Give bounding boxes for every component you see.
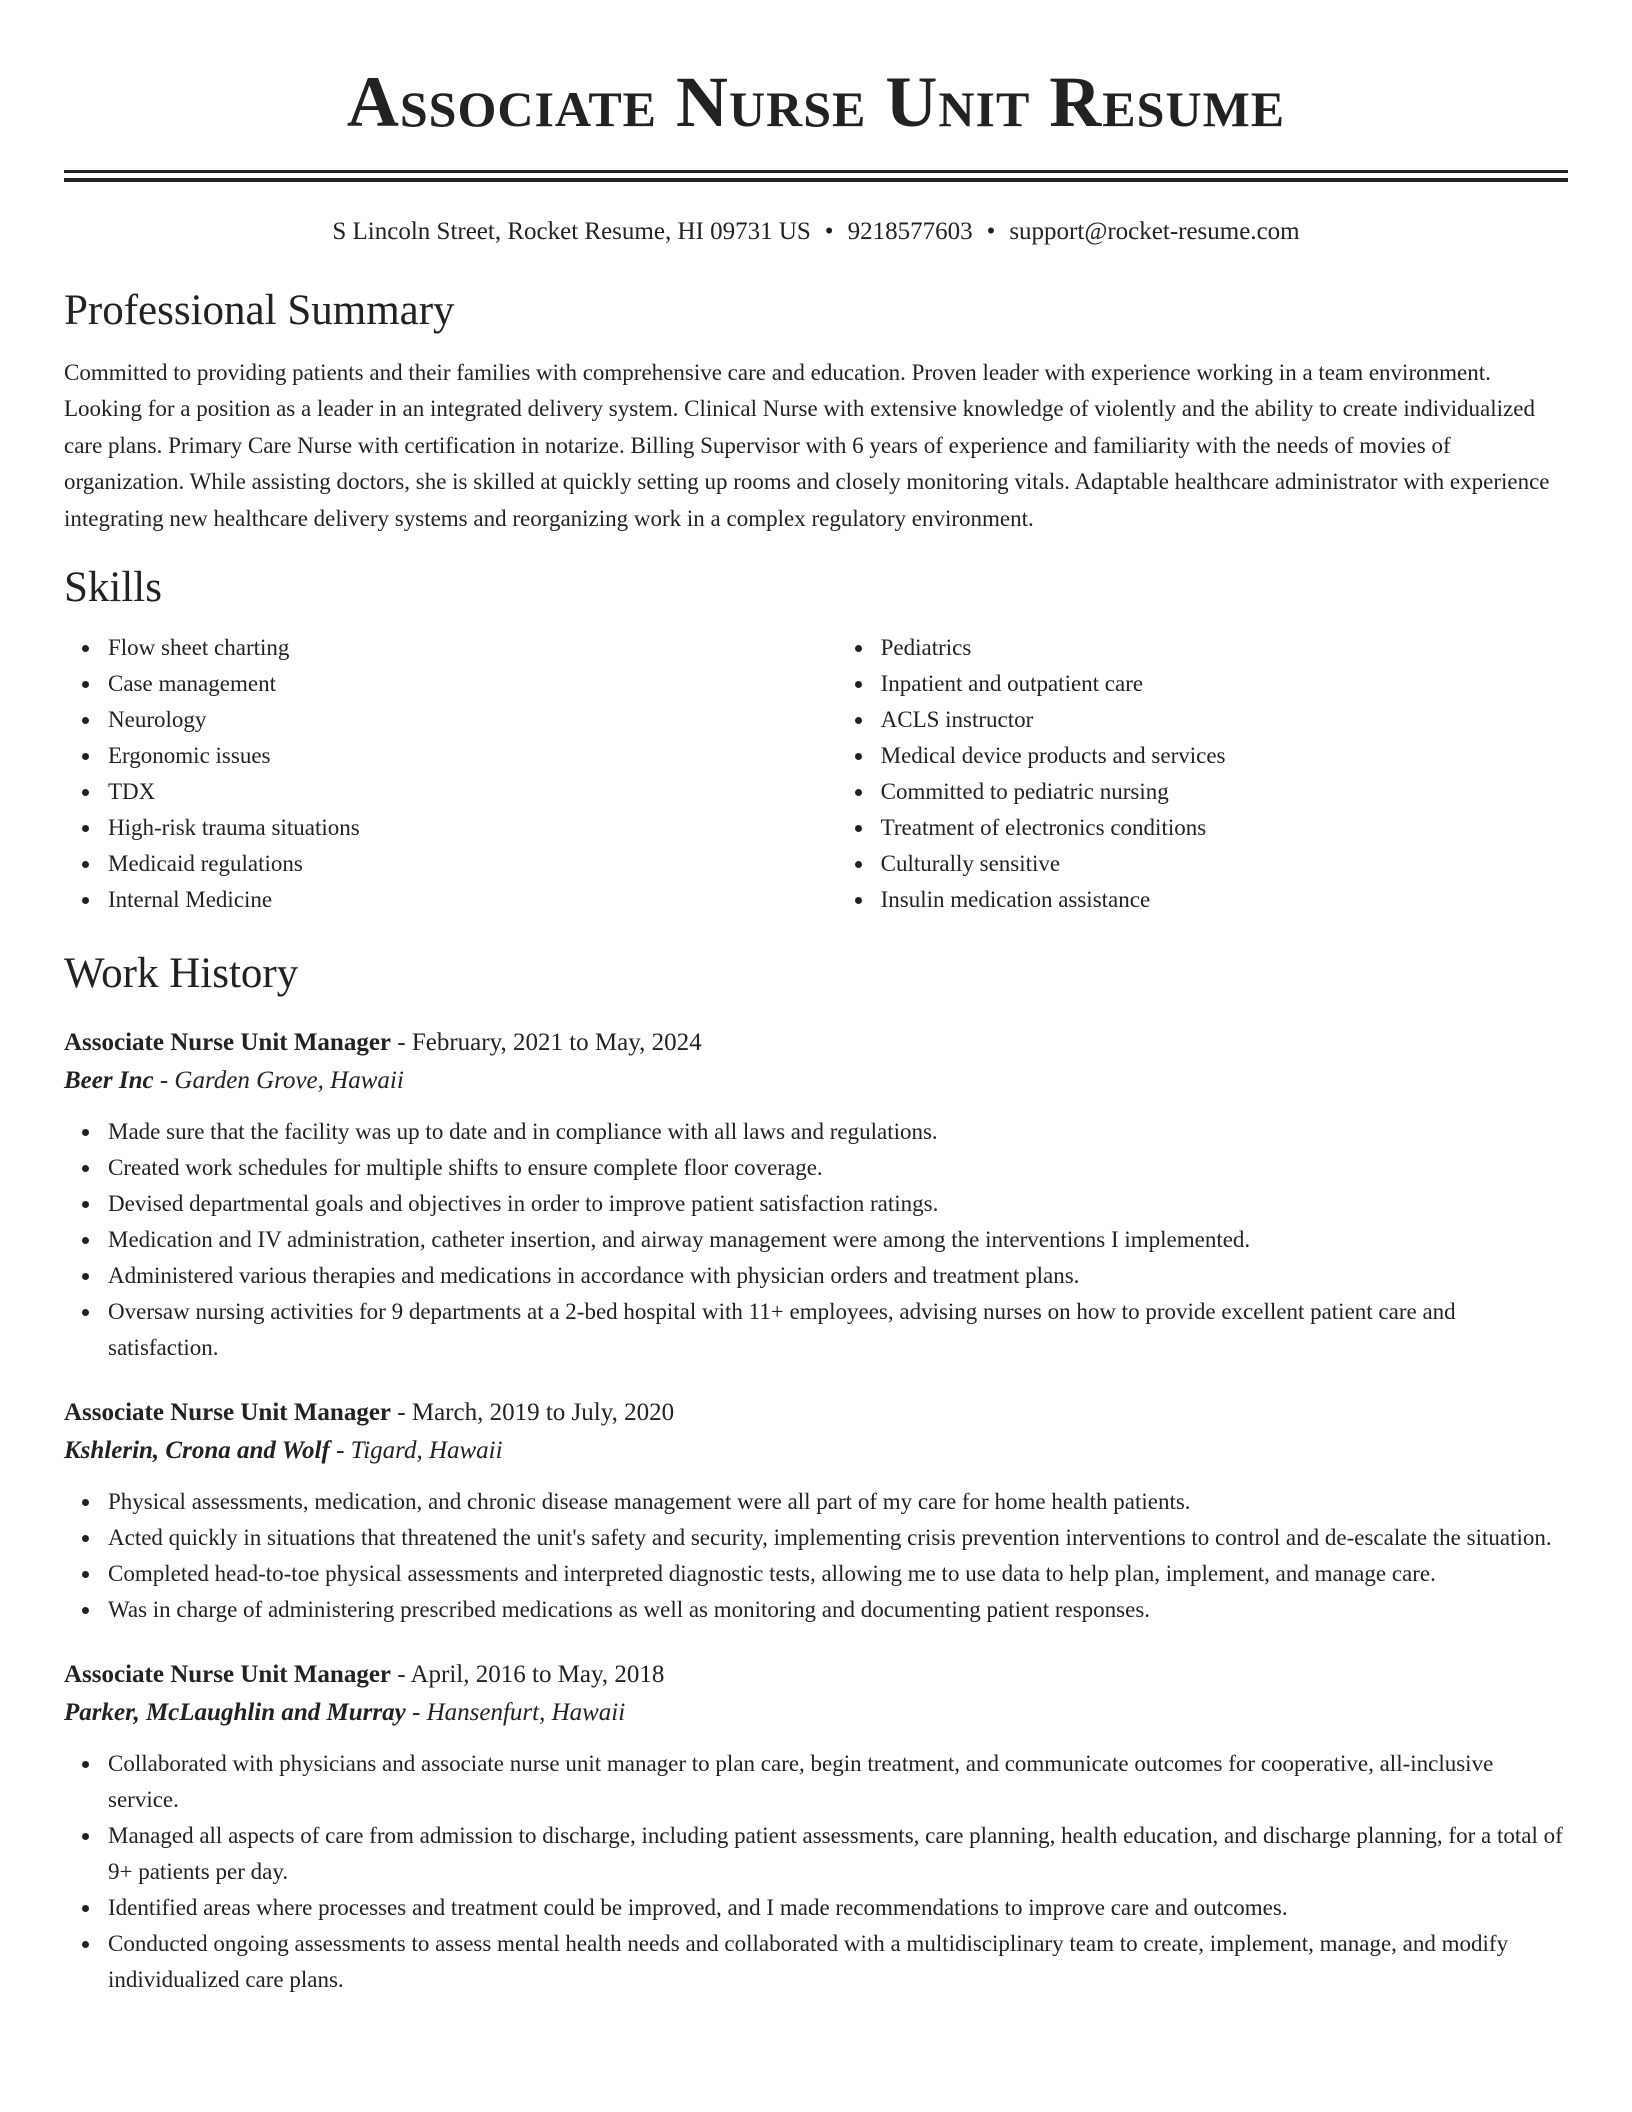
skill-item: TDX xyxy=(108,774,837,810)
job-bullet: Oversaw nursing activities for 9 departments at a 2-bed hospital with 11+ employees, advising nurses on how to provide excellent patient care and satisfaction. xyxy=(108,1294,1568,1366)
company-line xyxy=(64,1062,1568,1100)
company-line xyxy=(64,1694,1568,1732)
resume-title: Associate Nurse Unit Resume xyxy=(346,62,1286,142)
job-bullet: Made sure that the facility was up to date and in compliance with all laws and regulations. xyxy=(108,1114,1568,1150)
job-title-line xyxy=(64,1656,1568,1694)
job-bullet: Physical assessments, medication, and chronic disease management were all part of my care for home health patients. xyxy=(108,1484,1568,1520)
job-title-line xyxy=(64,1024,1568,1062)
skill-item: Case management xyxy=(108,666,837,702)
job-bullet: Collaborated with physicians and associate nurse unit manager to plan care, begin treatment, and communicate outcomes for cooperative, all-inclusive service. xyxy=(108,1746,1568,1818)
summary-heading: Professional Summary xyxy=(64,287,455,334)
job-dates: - April, 2016 to May, 2018 xyxy=(391,1661,665,1689)
skill-item: Internal Medicine xyxy=(108,882,837,918)
job-bullet: Medication and IV administration, catheter insertion, and airway management were among the interventions I implemented. xyxy=(108,1222,1568,1258)
job-title: Associate Nurse Unit Manager xyxy=(64,1029,392,1057)
skill-item: Neurology xyxy=(108,702,837,738)
job-bullets xyxy=(64,1484,1568,1628)
title-double-rule xyxy=(64,170,1568,182)
company-location: - Tigard, Hawaii xyxy=(329,1437,503,1465)
job-entry xyxy=(64,1656,1568,1998)
contact-separator: • xyxy=(986,218,996,245)
summary-text: Committed to providing patients and their families with comprehensive care and education. Proven leader with experience working in a team environment. Looking for a position as a leader in an integrated delivery system. Clinical Nurse with extensive knowledge of violently and the ability to create individualized care plans. Primary Care Nurse with certification in notarize. Billing Supervisor with 6 years of experience and familiarity with the needs of movies of organization. While assisting doctors, she is skilled at quickly setting up rooms and closely monitoring vitals. Adaptable healthcare administrator with experience integrating new healthcare delivery systems and reorganizing work in a complex regulatory environment. xyxy=(64,360,1550,531)
skill-item: Ergonomic issues xyxy=(108,738,837,774)
company-name: Kshlerin, Crona and Wolf xyxy=(64,1437,330,1465)
contact-line xyxy=(64,216,1568,248)
job-entry xyxy=(64,1024,1568,1366)
job-bullet: Administered various therapies and medications in accordance with physician orders and treatment plans. xyxy=(108,1258,1568,1294)
company-name: Parker, McLaughlin and Murray xyxy=(64,1699,406,1727)
skills-grid xyxy=(64,630,1568,918)
job-bullet: Created work schedules for multiple shifts to ensure complete floor coverage. xyxy=(108,1150,1568,1186)
skill-item: Medicaid regulations xyxy=(108,846,837,882)
job-title: Associate Nurse Unit Manager xyxy=(64,1661,392,1689)
contact-separator: • xyxy=(824,218,834,245)
company-location: - Hansenfurt, Hawaii xyxy=(405,1699,626,1727)
work-history-heading: Work History xyxy=(64,950,299,998)
skills-heading: Skills xyxy=(64,564,162,612)
contact-phone: 9218577603 xyxy=(847,218,973,245)
job-bullet: Completed head-to-toe physical assessments and interpreted diagnostic tests, allowing me to use data to help plan, implement, and manage care. xyxy=(108,1556,1568,1592)
job-title: Associate Nurse Unit Manager xyxy=(64,1399,392,1427)
job-bullets xyxy=(64,1746,1568,1998)
company-location: - Garden Grove, Hawaii xyxy=(153,1067,404,1095)
job-bullets xyxy=(64,1114,1568,1366)
skill-item: Medical device products and services xyxy=(881,738,1568,774)
job-bullet: Acted quickly in situations that threatened the unit's safety and security, implementing crisis prevention interventions to control and de-escalate the situation. xyxy=(108,1520,1568,1556)
skill-item: Committed to pediatric nursing xyxy=(881,774,1568,810)
skills-column-right xyxy=(837,630,1568,918)
skill-item: Pediatrics xyxy=(881,630,1568,666)
job-dates: - February, 2021 to May, 2024 xyxy=(391,1029,702,1057)
company-name: Beer Inc xyxy=(64,1067,154,1095)
job-bullet: Devised departmental goals and objectives in order to improve patient satisfaction ratings. xyxy=(108,1186,1568,1222)
contact-email: support@rocket-resume.com xyxy=(1009,218,1300,245)
skill-item: Flow sheet charting xyxy=(108,630,837,666)
job-bullet: Was in charge of administering prescribed medications as well as monitoring and documenting patient responses. xyxy=(108,1592,1568,1628)
skill-item: Inpatient and outpatient care xyxy=(881,666,1568,702)
job-dates: - March, 2019 to July, 2020 xyxy=(391,1399,675,1427)
skill-item: Culturally sensitive xyxy=(881,846,1568,882)
skill-item: High-risk trauma situations xyxy=(108,810,837,846)
skills-column-left xyxy=(64,630,837,918)
job-entry xyxy=(64,1394,1568,1628)
skill-item: Insulin medication assistance xyxy=(881,882,1568,918)
job-bullet: Conducted ongoing assessments to assess mental health needs and collaborated with a multidisciplinary team to create, implement, manage, and modify individualized care plans. xyxy=(108,1926,1568,1998)
job-bullet: Managed all aspects of care from admission to discharge, including patient assessments, care planning, health education, and discharge planning, for a total of 9+ patients per day. xyxy=(108,1818,1568,1890)
skill-item: ACLS instructor xyxy=(881,702,1568,738)
job-bullet: Identified areas where processes and treatment could be improved, and I made recommendations to improve care and outcomes. xyxy=(108,1890,1568,1926)
contact-address: S Lincoln Street, Rocket Resume, HI 09731 US xyxy=(332,218,811,245)
job-title-line xyxy=(64,1394,1568,1432)
company-line xyxy=(64,1432,1568,1470)
skill-item: Treatment of electronics conditions xyxy=(881,810,1568,846)
